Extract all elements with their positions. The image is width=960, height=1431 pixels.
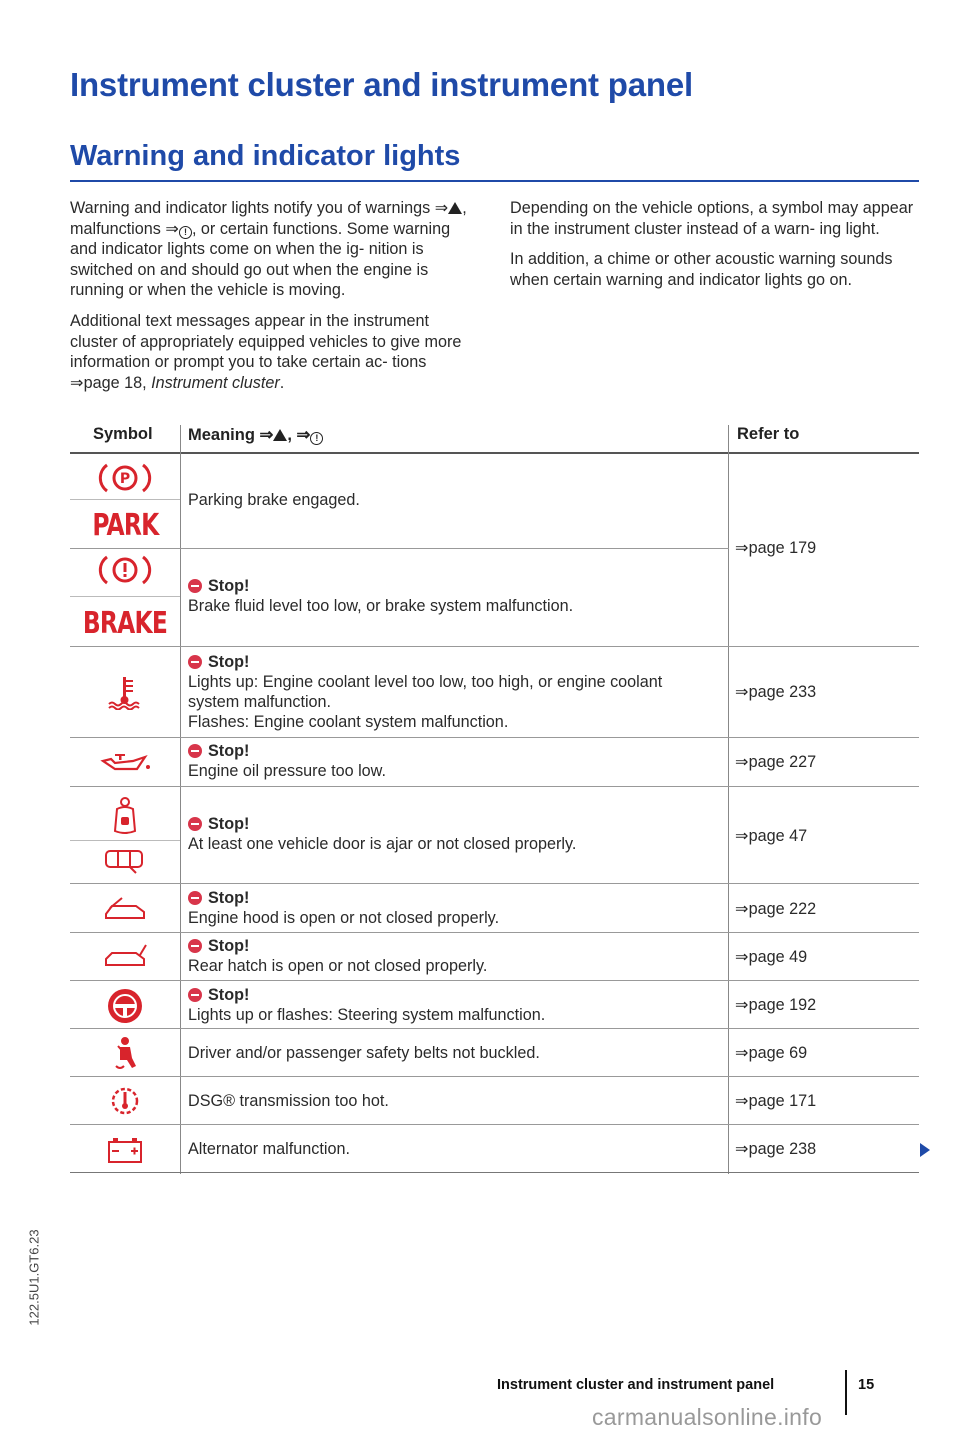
stop-label-row (188, 814, 718, 834)
stop-label: Stop! (208, 577, 250, 595)
meaning-cell (188, 814, 718, 854)
seat-belt-icon (70, 1035, 180, 1071)
rear-hatch-open-icon (70, 940, 180, 972)
table-header-meaning (188, 425, 323, 445)
page-reference-link[interactable]: ⇒page 192 (735, 996, 817, 1014)
stop-label: Stop! (208, 815, 250, 833)
row-subdivider (70, 499, 180, 500)
intro-paragraph-3: Depending on the vehicle options, a symbol may appear in the instrument cluster instead of a warn- ing light. (510, 199, 914, 238)
hood-open-icon (70, 893, 180, 925)
warning-triangle-icon (448, 202, 462, 214)
note-circle-icon: ! (179, 226, 192, 239)
park-text-icon (70, 503, 180, 547)
intro-paragraph-2 (70, 311, 480, 393)
section-title: Warning and indicator lights (70, 140, 461, 172)
stop-label-row (188, 741, 718, 761)
warning-triangle-icon (273, 429, 287, 441)
row-divider (70, 737, 919, 738)
page-reference-link[interactable]: ⇒page 233 (735, 683, 817, 701)
table-bottom-rule (70, 1172, 919, 1173)
stop-icon (188, 817, 202, 831)
page-reference-link[interactable]: ⇒page 49 (735, 948, 808, 966)
stop-icon (188, 939, 202, 953)
stop-label: Stop! (208, 937, 250, 955)
meaning-text: Lights up or flashes: Steering system malfunction. (188, 1006, 546, 1024)
stop-label-row (188, 652, 718, 672)
stop-label: Stop! (208, 889, 250, 907)
meaning-cell: DSG® transmission too hot. (188, 1092, 389, 1110)
stop-label: Stop! (208, 653, 250, 671)
coolant-temperature-icon (70, 672, 180, 712)
page-reference-link[interactable]: ⇒page 47 (735, 827, 808, 845)
intro-column-right (510, 198, 920, 300)
stop-label-row (188, 936, 718, 956)
row-divider (70, 646, 919, 647)
table-header-symbol: Symbol (93, 425, 153, 443)
brake-warning-circle-icon (70, 552, 180, 588)
section-divider (70, 180, 919, 182)
brake-text-icon (70, 601, 180, 645)
intro-text: Warning and indicator lights notify you of warnings ⇒ (70, 199, 449, 217)
row-subdivider (70, 840, 180, 841)
car-doors-top-view-icon (70, 845, 180, 877)
table-header-refer: Refer to (737, 425, 800, 443)
footer-title: Instrument cluster and instrument panel (497, 1377, 775, 1393)
stop-label: Stop! (208, 742, 250, 760)
row-divider (70, 932, 919, 933)
page-reference-link[interactable]: ⇒page 179 (735, 539, 817, 557)
stop-icon (188, 988, 202, 1002)
watermark: carmanualsonline.info (592, 1404, 823, 1430)
meaning-cell (188, 936, 718, 976)
svg-text:P: P (119, 471, 131, 487)
intro-paragraph-1 (70, 198, 480, 301)
stop-label-row (188, 985, 718, 1005)
stop-icon (188, 655, 202, 669)
intro-text: , malfunctions ⇒ (70, 199, 467, 238)
stop-label: Stop! (208, 986, 250, 1004)
note-circle-icon: ! (310, 432, 323, 445)
header-meaning-text: Meaning ⇒ (188, 426, 274, 444)
column-divider-2 (728, 425, 729, 1174)
meaning-text: Lights up: Engine coolant level too low, too high, or engine coolant system malfunction. (188, 673, 663, 711)
meaning-cell (188, 576, 718, 616)
page-reference-link[interactable]: ⇒page 227 (735, 753, 817, 771)
row-divider (70, 786, 919, 787)
stop-label-row (188, 576, 718, 596)
steering-wheel-icon (70, 986, 180, 1026)
meaning-text: Rear hatch is open or not closed properly. (188, 957, 488, 975)
meaning-text: Engine oil pressure too low. (188, 762, 386, 780)
meaning-text: At least one vehicle door is ajar or not closed properly. (188, 835, 577, 853)
row-subdivider (70, 596, 180, 597)
meaning-cell (188, 888, 718, 928)
meaning-cell: Driver and/or passenger safety belts not buckled. (188, 1044, 540, 1062)
intro-text: Additional text messages appear in the instrument cluster of appropriately equipped vehicles to give more information or prompt you to take certain ac- tions ⇒page 18, (70, 311, 462, 392)
transmission-temperature-icon (70, 1082, 180, 1120)
stop-icon (188, 891, 202, 905)
row-divider (70, 1076, 919, 1077)
intro-link-italic[interactable]: Instrument cluster (151, 373, 280, 392)
park-word: PARK (91, 507, 159, 543)
stop-icon (188, 744, 202, 758)
meaning-cell: Alternator malfunction. (188, 1140, 350, 1158)
row-divider (70, 980, 919, 981)
meaning-cell (188, 652, 718, 732)
battery-icon (70, 1132, 180, 1168)
row-divider (70, 1028, 919, 1029)
page-number: 15 (858, 1377, 875, 1393)
intro-text: . (279, 373, 285, 392)
page-reference-link[interactable]: ⇒page 69 (735, 1044, 808, 1062)
meaning-cell (188, 741, 718, 781)
row-divider (70, 1124, 919, 1125)
intro-paragraph-4: In addition, a chime or other acoustic warning sounds when certain warning and indicator lights go on. (510, 250, 893, 289)
stop-label-row (188, 888, 718, 908)
door-open-icon (70, 794, 180, 838)
intro-column-left (70, 198, 480, 403)
continue-arrow-icon[interactable] (920, 1143, 930, 1157)
stop-icon (188, 579, 202, 593)
parking-brake-circle-icon (70, 460, 180, 496)
page-reference-link[interactable]: ⇒page 222 (735, 900, 817, 918)
intro-text: , or certain functions. Some warning and indicator lights come on when the ig- nition is switched on and should go out when the engine is running or when the vehicle is moving. (70, 219, 451, 300)
meaning-text: Flashes: Engine coolant system malfunction. (188, 713, 509, 731)
table-header-rule (70, 452, 919, 454)
meaning-cell: Parking brake engaged. (188, 491, 360, 509)
meaning-text: Brake fluid level too low, or brake system malfunction. (188, 597, 574, 615)
brake-word: BRAKE (82, 605, 168, 641)
document-code: 122.5U1.GT6.23 (26, 1229, 42, 1326)
meaning-text: Engine hood is open or not closed properly. (188, 909, 500, 927)
page-reference-link[interactable]: ⇒page 171 (735, 1092, 817, 1110)
column-divider-1 (180, 425, 181, 1174)
row-divider (70, 548, 729, 549)
meaning-cell (188, 985, 718, 1025)
oil-pressure-icon (70, 748, 180, 778)
page-title: Instrument cluster and instrument panel (70, 66, 693, 103)
row-divider (70, 883, 919, 884)
footer-divider (845, 1370, 847, 1415)
page-reference-link[interactable]: ⇒page 238 (735, 1140, 817, 1158)
header-meaning-text: , ⇒ (287, 426, 311, 444)
